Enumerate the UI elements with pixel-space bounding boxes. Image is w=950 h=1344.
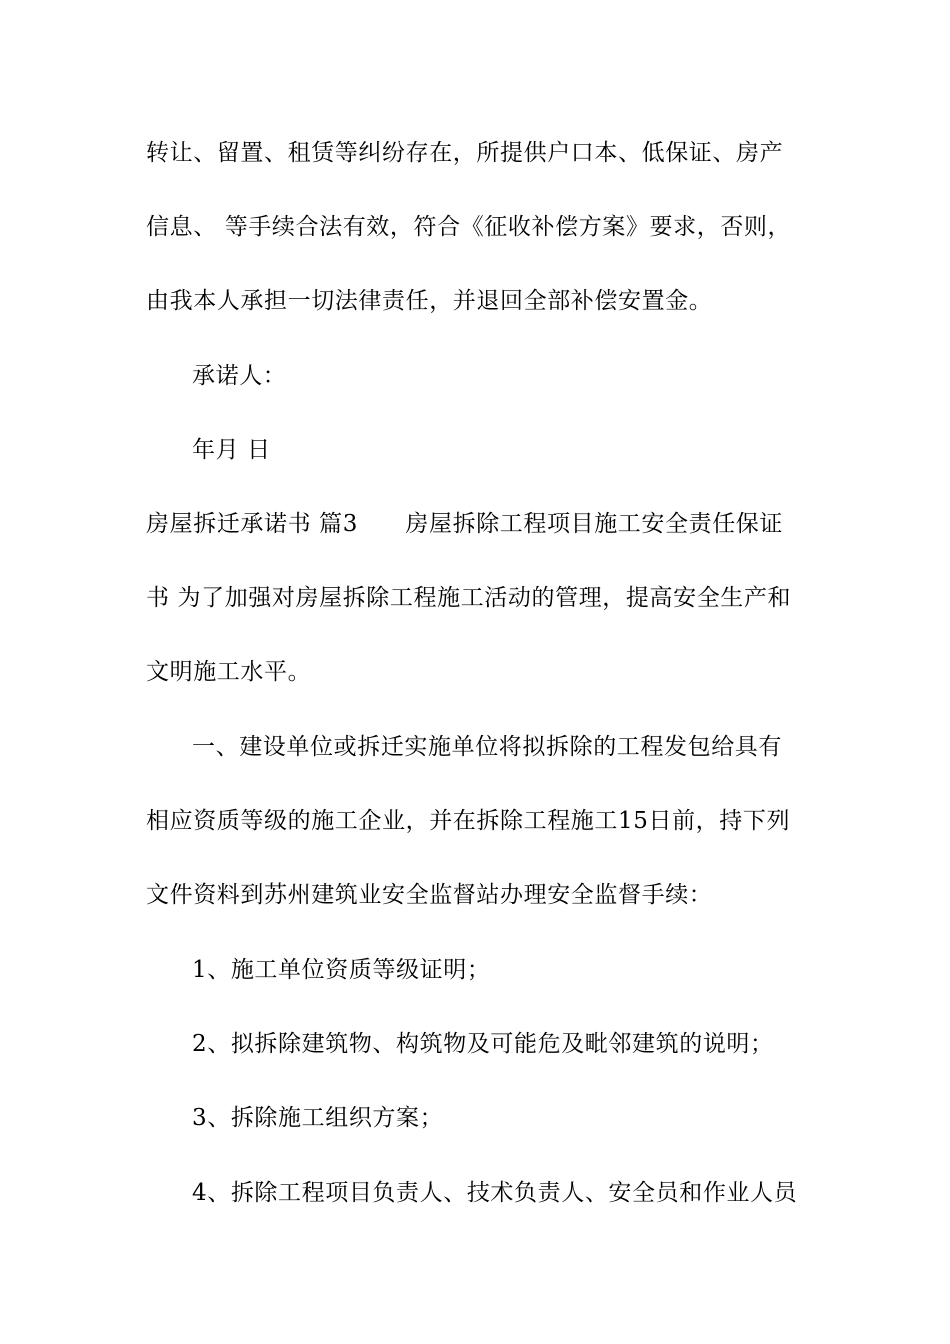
paragraph-line: 一、建设单位或拆迁实施单位将拟拆除的工程发包给具有: [192, 734, 782, 760]
list-item: 3、拆除施工组织方案；: [192, 1105, 444, 1131]
list-item: 2、拟拆除建筑物、构筑物及可能危及毗邻建筑的说明；: [192, 1031, 774, 1057]
paragraph-line: 相应资质等级的施工企业，并在拆除工程施工15日前，持下列: [146, 808, 791, 834]
paragraph-line: 信息、 等手续合法有效，符合《征收补偿方案》要求，否则，: [146, 214, 792, 240]
paragraph-line: 文件资料到苏州建筑业安全监督站办理安全监督手续：: [146, 882, 713, 908]
paragraph-line: 转让、留置、租赁等纠纷存在，所提供户口本、低保证、房产: [146, 140, 784, 166]
paragraph-line: 书 为了加强对房屋拆除工程施工活动的管理，提高安全生产和: [146, 585, 792, 611]
date-label: 年月 日: [192, 437, 271, 463]
signature-label: 承诺人：: [192, 363, 287, 389]
paragraph-line: 文明施工水平。: [146, 659, 312, 685]
list-item: 1、施工单位资质等级证明；: [192, 957, 491, 983]
list-item: 4、拆除工程项目负责人、技术负责人、安全员和作业人员: [192, 1180, 798, 1206]
section-heading-line: 房屋拆迁承诺书 篇3 房屋拆除工程项目施工安全责任保证: [146, 511, 784, 537]
paragraph-line: 由我本人承担一切法律责任，并退回全部补偿安置金。: [146, 288, 713, 314]
